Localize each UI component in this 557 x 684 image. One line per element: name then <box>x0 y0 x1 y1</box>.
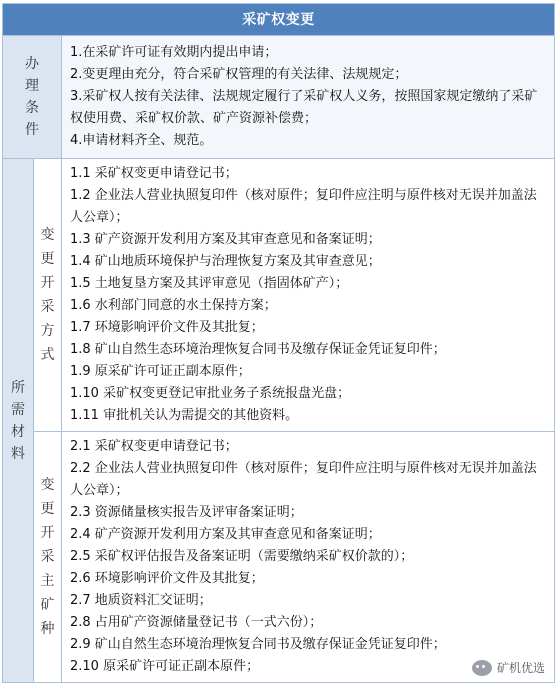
material-item: 2.5 采矿权评估报告及备案证明（需要缴纳采矿权价款的）； <box>70 549 414 564</box>
label-char: 主 <box>40 573 55 589</box>
material-item: 1.11 审批机关认为需提交的其他资料。 <box>70 408 299 423</box>
group-1-label <box>34 223 61 367</box>
materials-label-cell <box>3 159 34 683</box>
material-item: 1.8 矿山自然生态环境治理恢复合同书及缴存保证金凭证复印件； <box>70 342 446 357</box>
label-char: 更 <box>40 501 55 517</box>
material-item: 1.2 企业法人营业执照复印件（核对原件；复印件应注明与原件核对无误并加盖法人公章）； <box>70 188 537 225</box>
condition-item: 2.变更理由充分，符合采矿权管理的有关法律、法规规定； <box>70 67 408 82</box>
label-char: 材 <box>11 423 25 440</box>
label-char: 采 <box>40 549 55 565</box>
label-char: 种 <box>40 621 55 637</box>
label-char: 式 <box>40 347 55 363</box>
material-item: 2.8 占用矿产资源储量登记书（一式六份）； <box>70 615 323 630</box>
material-item: 1.5 土地复垦方案及其评审意见（指固体矿产）； <box>70 276 349 291</box>
material-item: 2.6 环境影响评价文件及其批复； <box>70 571 264 586</box>
material-item: 1.4 矿山地质环境保护与治理恢复方案及其审查意见； <box>70 254 381 269</box>
title-row <box>3 4 555 36</box>
group-2-label-cell <box>34 432 62 683</box>
material-item: 1.6 水利部门同意的水土保持方案； <box>70 298 277 313</box>
conditions-label <box>7 53 57 141</box>
conditions-cell <box>62 36 555 159</box>
material-item: 2.10 原采矿许可证正副本原件； <box>70 659 260 674</box>
material-item: 1.3 矿产资源开发利用方案及其审查意见和备案证明； <box>70 232 381 247</box>
material-item: 1.1 采矿权变更申请登记书； <box>70 166 238 181</box>
material-item: 1.9 原采矿许可证正副本原件； <box>70 364 251 379</box>
label-char: 方 <box>40 323 55 339</box>
label-char: 开 <box>40 275 55 291</box>
material-item: 2.9 矿山自然生态环境治理恢复合同书及缴存保证金凭证复印件； <box>70 637 446 652</box>
label-char: 变 <box>40 227 55 243</box>
materials-label <box>7 377 29 465</box>
material-item: 1.7 环境影响评价文件及其批复； <box>70 320 264 335</box>
condition-item: 3.采矿权人按有关法律、法规规定履行了采矿权人义务，按照国家规定缴纳了采矿权使用费、采矿权价款、矿产资源补偿费； <box>70 89 538 126</box>
material-item: 2.4 矿产资源开发利用方案及其审查意见和备案证明； <box>70 527 381 542</box>
material-item: 1.10 采矿权变更登记审批业务子系统报盘光盘； <box>70 386 351 401</box>
materials-group-2-row <box>3 432 555 683</box>
label-char: 需 <box>11 401 25 418</box>
material-item: 2.1 采矿权变更申请登记书； <box>70 439 238 454</box>
watermark <box>468 657 549 678</box>
label-char: 条 <box>25 100 39 116</box>
wechat-icon <box>472 660 492 676</box>
label-char: 件 <box>25 122 39 138</box>
condition-item: 1.在采矿许可证有效期内提出申请； <box>70 45 278 60</box>
group-2-items <box>62 432 555 683</box>
material-item: 2.7 地质资料汇交证明； <box>70 593 212 608</box>
material-item: 2.2 企业法人营业执照复印件（核对原件；复印件应注明与原件核对无误并加盖法人公章）； <box>70 461 537 498</box>
condition-item: 4.申请材料齐全、规范。 <box>70 133 213 148</box>
label-char: 理 <box>25 78 39 94</box>
label-char: 矿 <box>40 597 55 613</box>
label-char: 开 <box>40 525 55 541</box>
conditions-row <box>3 36 555 159</box>
requirements-table <box>2 3 555 683</box>
label-char: 办 <box>25 56 39 72</box>
label-char: 更 <box>40 251 55 267</box>
label-char: 所 <box>11 379 25 396</box>
materials-group-1-row <box>3 159 555 432</box>
watermark-text: 矿机优选 <box>496 661 545 675</box>
conditions-label-cell <box>3 36 62 159</box>
group-1-items <box>62 159 555 432</box>
group-1-label-cell <box>34 159 62 432</box>
material-item: 2.3 资源储量核实报告及评审备案证明； <box>70 505 303 520</box>
table-title: 采矿权变更 <box>3 4 555 36</box>
label-char: 变 <box>40 477 55 493</box>
label-char: 料 <box>11 445 25 462</box>
group-2-label <box>34 473 61 641</box>
label-char: 采 <box>40 299 55 315</box>
